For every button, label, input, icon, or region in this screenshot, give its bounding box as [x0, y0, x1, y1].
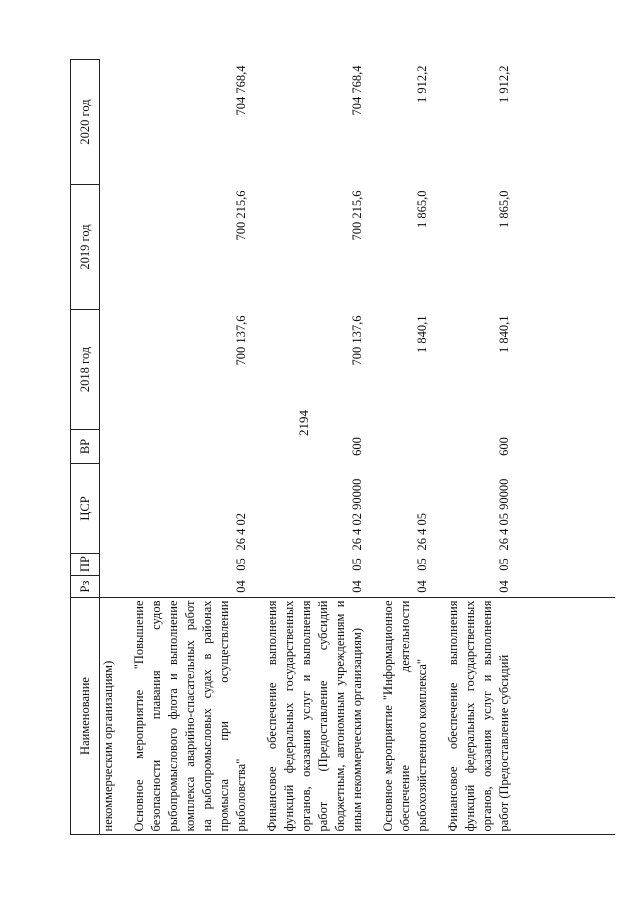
- row-name: Финансовое обеспечение выполнения функций федеральных государственных органов, оказания услуг и выполнения работ (Предоставление субсидий бюджетным, автономным учреждениям и иным некоммерческим организациям): [265, 600, 364, 832]
- table-name-divider: [98, 597, 615, 598]
- header-pr: ПР: [71, 554, 100, 576]
- header-2019: 2019 год: [71, 185, 100, 310]
- header-name: Наименование: [71, 598, 100, 835]
- row-2018: 1 840,1: [497, 315, 511, 353]
- row-vr: 600: [497, 437, 511, 456]
- budget-table: [70, 59, 513, 835]
- row-2020: 704 768,4: [350, 65, 364, 116]
- row-rz: 04: [350, 580, 364, 593]
- row-pr: 05: [350, 558, 364, 571]
- page-number: 2194: [296, 410, 311, 436]
- table-row: [380, 60, 431, 835]
- table-row: [131, 60, 250, 835]
- row-vr: [380, 430, 431, 464]
- continuation-text: некоммерческим организациям): [101, 660, 115, 832]
- row-csr: 26 4 05 90000: [497, 478, 511, 551]
- row-2018: 1 840,1: [415, 315, 429, 353]
- row-name: Основное мероприятие "Информационное обеспечение деятельности рыбохозяйственного комплекса": [381, 600, 429, 832]
- row-pr: 05: [234, 558, 248, 571]
- row-csr: 26 4 02: [234, 513, 248, 551]
- header-rz: Рз: [71, 576, 100, 598]
- header-vr: ВР: [71, 430, 100, 464]
- row-2020: 1 912,2: [415, 65, 429, 103]
- table-row: [264, 60, 366, 835]
- row-rz: 04: [497, 580, 511, 593]
- row-vr: 600: [350, 437, 364, 456]
- header-csr: ЦСР: [71, 464, 100, 554]
- row-2018: 700 137,6: [350, 315, 364, 366]
- budget-table-rotated: [70, 60, 615, 835]
- row-2020: 1 912,2: [497, 65, 511, 103]
- row-2019: 700 215,6: [234, 190, 248, 241]
- row-pr: 05: [497, 558, 511, 571]
- table-left-border: [98, 834, 615, 835]
- row-name: Основное мероприятие "Повышение безопасности плавания судов рыбопромыслового флота и выполнение комплекса аварийно-спасательных работ на рыбопромысловых судах в районах промысла при осуществлении рыболовства": [132, 600, 248, 832]
- row-csr: 26 4 02 90000: [350, 478, 364, 551]
- continuation-row: [100, 60, 118, 835]
- row-2019: 1 865,0: [415, 190, 429, 228]
- row-rz: 04: [234, 580, 248, 593]
- row-2020: 704 768,4: [234, 65, 248, 116]
- row-rz: 04: [415, 580, 429, 593]
- header-2018: 2018 год: [71, 310, 100, 430]
- row-2019: 700 215,6: [350, 190, 364, 241]
- row-2019: 1 865,0: [497, 190, 511, 228]
- header-2020: 2020 год: [71, 60, 100, 185]
- row-2018: 700 137,6: [234, 315, 248, 366]
- header-row: [71, 60, 100, 835]
- row-vr: [131, 430, 250, 464]
- row-csr: 26 4 05: [415, 513, 429, 551]
- row-pr: 05: [415, 558, 429, 571]
- row-name: Финансовое обеспечение выполнения функций федеральных государственных органов, оказания услуг и выполнения работ (Предоставление субсидий: [446, 600, 511, 832]
- table-row: [445, 60, 513, 835]
